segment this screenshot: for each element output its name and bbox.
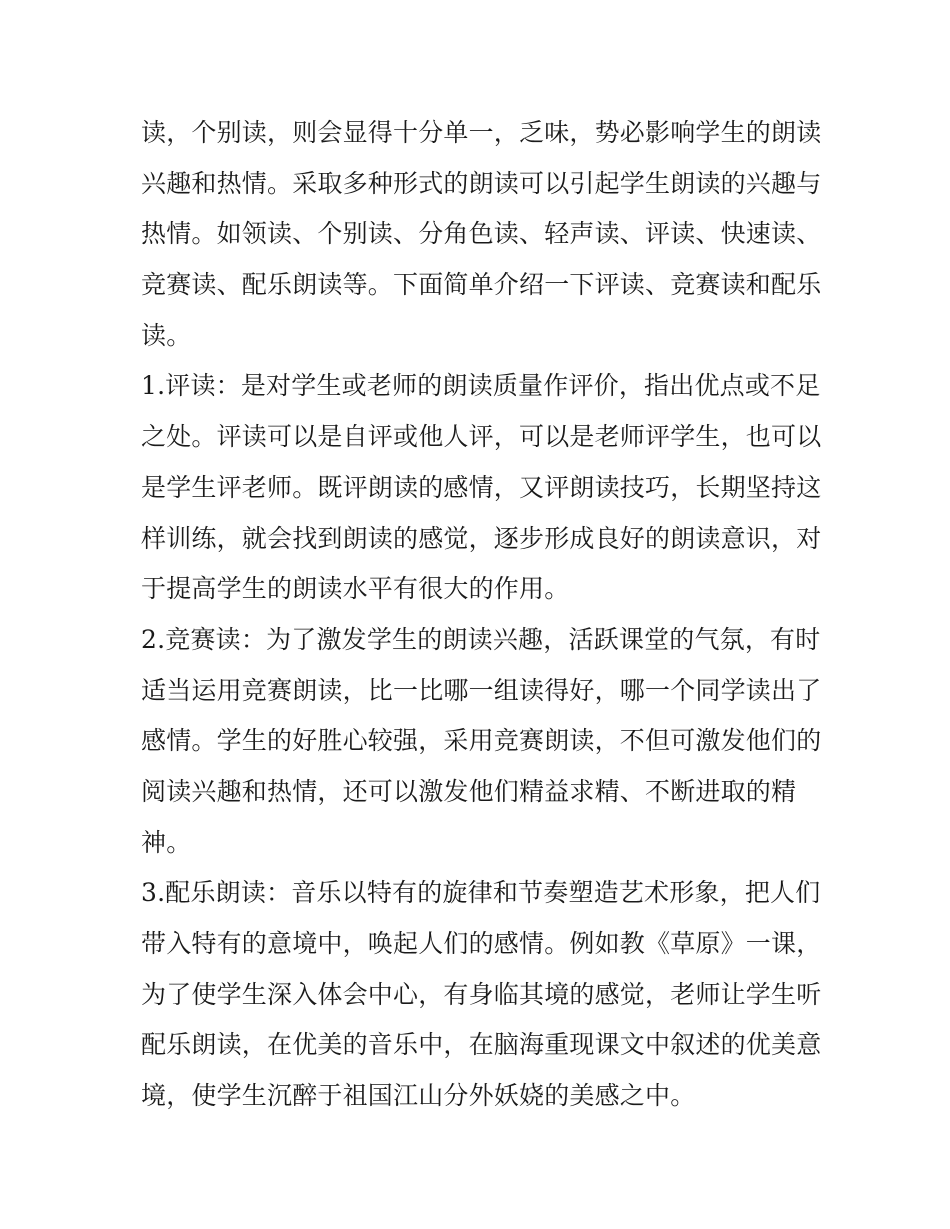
text-line: 感情。学生的好胜心较强，采用竞赛朗读，不但可激发他们的 xyxy=(141,726,822,756)
text-line: 为了使学生深入体会中心，有身临其境的感觉，老师让学生听 xyxy=(141,979,822,1009)
text-line: 是学生评老师。既评朗读的感情，又评朗读技巧，长期坚持这 xyxy=(141,472,822,502)
text-line: 样训练，就会找到朗读的感觉，逐步形成良好的朗读意识，对 xyxy=(141,523,822,553)
text-line: 竞赛读、配乐朗读等。下面简单介绍一下评读、竞赛读和配乐 xyxy=(141,270,822,300)
text-line: 1.评读：是对学生或老师的朗读质量作评价，指出优点或不足 xyxy=(141,371,821,401)
text-line: 阅读兴趣和热情，还可以激发他们精益求精、不断进取的精 xyxy=(141,776,797,806)
text-line: 读，个别读，则会显得十分单一，乏味，势必影响学生的朗读 xyxy=(141,118,822,147)
text-line: 3.配乐朗读：音乐以特有的旋律和节奏塑造艺术形象，把人们 xyxy=(141,878,821,908)
text-line: 带入特有的意境中，唤起人们的感情。例如教《草原》一课， xyxy=(141,929,822,958)
text-line: 兴趣和热情。采取多种形式的朗读可以引起学生朗读的兴趣与 xyxy=(141,168,822,198)
text-line: 于提高学生的朗读水平有很大的作用。 xyxy=(141,574,570,604)
text-line: 境，使学生沉醉于祖国江山分外妖娆的美感之中。 xyxy=(141,1081,696,1111)
body-text xyxy=(141,108,822,1122)
text-line: 神。 xyxy=(141,827,192,857)
text-line: 之处。评读可以是自评或他人评，可以是老师评学生，也可以 xyxy=(141,422,822,452)
text-line: 热情。如领读、个别读、分角色读、轻声读、评读、快速读、 xyxy=(141,219,822,249)
text-line: 读。 xyxy=(141,320,192,350)
text-line: 2.竞赛读：为了激发学生的朗读兴趣，活跃课堂的气氛，有时 xyxy=(141,624,821,654)
text-line: 适当运用竞赛朗读，比一比哪一组读得好，哪一个同学读出了 xyxy=(141,675,822,705)
text-line: 配乐朗读，在优美的音乐中，在脑海重现课文中叙述的优美意 xyxy=(141,1030,822,1060)
